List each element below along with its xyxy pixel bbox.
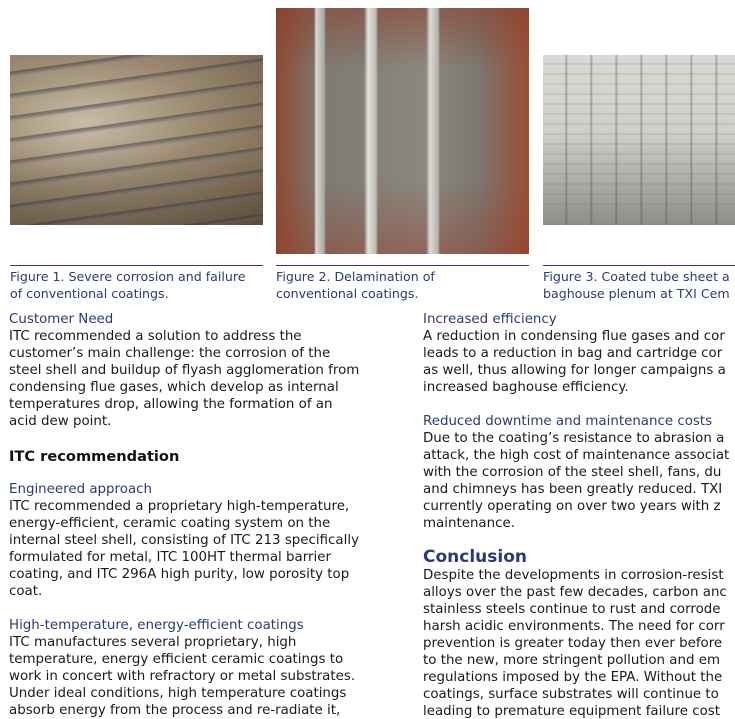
itc-recommendation-heading: ITC recommendation	[9, 448, 180, 465]
figure-2-photo	[276, 8, 529, 254]
reduced-downtime-line: Due to the coating’s resistance to abrasion a	[423, 431, 725, 446]
customer-need-line: ITC recommended a solution to address the	[9, 329, 302, 344]
customer-need-line: customer’s main challenge: the corrosion of the	[9, 346, 331, 361]
customer-need-line: condensing flue gases, which develop as internal	[9, 380, 339, 395]
figure-1-photo	[10, 55, 263, 225]
reduced-downtime-line: maintenance.	[423, 516, 515, 531]
reduced-downtime-line: with the corrosion of the steel shell, fans, du	[423, 465, 722, 480]
conclusion-heading: Conclusion	[423, 547, 527, 567]
engineered-approach-heading: Engineered approach	[9, 482, 153, 497]
engineered-approach-line: ITC recommended a proprietary high-temperature,	[9, 499, 350, 514]
conclusion-line: stainless steels continue to rust and corrode	[423, 602, 721, 617]
customer-need-heading: Customer Need	[9, 312, 114, 327]
high-temperature-heading: High-temperature, energy-efficient coatings	[9, 618, 304, 633]
left-column	[9, 311, 409, 719]
conclusion-line: alloys over the past few decades, carbon anc	[423, 585, 727, 600]
engineered-approach-line: internal steel shell, consisting of ITC 213 specifically	[9, 533, 359, 548]
conclusion-line: regulations imposed by the EPA. Without the	[423, 670, 723, 685]
customer-need-line: steel shell and buildup of flyash agglomeration from	[9, 363, 360, 378]
conclusion-line: harsh acidic environments. The need for corr	[423, 619, 725, 634]
reduced-downtime-line: and chimneys has been greatly reduced. TXI	[423, 482, 723, 497]
reduced-downtime-line: attack, the high cost of maintenance associat	[423, 448, 730, 463]
conclusion-line: leading to premature equipment failure cost	[423, 704, 721, 718]
engineered-approach-line: formulated for metal, ITC 100HT thermal barrier	[9, 550, 331, 565]
figure-2-rule	[276, 265, 529, 266]
increased-efficiency-line: leads to a reduction in bag and cartridge cor	[423, 346, 723, 361]
high-temperature-line: work in concert with refractory or metal substrates.	[9, 669, 356, 684]
figure-3-caption: Figure 3. Coated tube sheet a baghouse plenum at TXI Cem	[543, 269, 730, 301]
high-temperature-line: Under ideal conditions, high temperature coatings	[9, 686, 347, 701]
engineered-approach-line: coat.	[9, 584, 43, 599]
increased-efficiency-line: A reduction in condensing flue gases and cor	[423, 329, 725, 344]
customer-need-line: temperatures drop, allowing the formation of an	[9, 397, 333, 412]
conclusion-line: Despite the developments in corrosion-resist	[423, 568, 724, 583]
figure-3-rule	[543, 265, 735, 266]
high-temperature-line: temperature, energy efficient ceramic coatings to	[9, 652, 344, 667]
figure-3-photo	[543, 55, 735, 225]
engineered-approach-line: energy-efficient, ceramic coating system on the	[9, 516, 331, 531]
engineered-approach-line: coating, and ITC 296A high purity, low porosity top	[9, 567, 350, 582]
customer-need-line: acid dew point.	[9, 414, 112, 429]
right-column	[423, 311, 735, 718]
conclusion-line: to the new, more stringent pollution and em	[423, 653, 720, 668]
conclusion-line: prevention is greater today then ever before	[423, 636, 723, 651]
reduced-downtime-line: currently operating on over two years with z	[423, 499, 721, 514]
increased-efficiency-line: as well, thus allowing for longer campaigns a	[423, 363, 726, 378]
conclusion-line: coatings, surface substrates will continue to	[423, 687, 719, 702]
high-temperature-line: absorb energy from the process and re-radiate it,	[9, 703, 341, 718]
reduced-downtime-heading: Reduced downtime and maintenance costs	[423, 414, 713, 429]
increased-efficiency-line: increased baghouse efficiency.	[423, 380, 629, 395]
figure-2-caption: Figure 2. Delamination of conventional coatings.	[276, 269, 435, 301]
high-temperature-line: ITC manufactures several proprietary, high	[9, 635, 297, 650]
figure-1-rule	[10, 265, 263, 266]
figure-1-caption: Figure 1. Severe corrosion and failure of conventional coatings.	[10, 269, 246, 301]
increased-efficiency-heading: Increased efficiency	[423, 312, 557, 327]
